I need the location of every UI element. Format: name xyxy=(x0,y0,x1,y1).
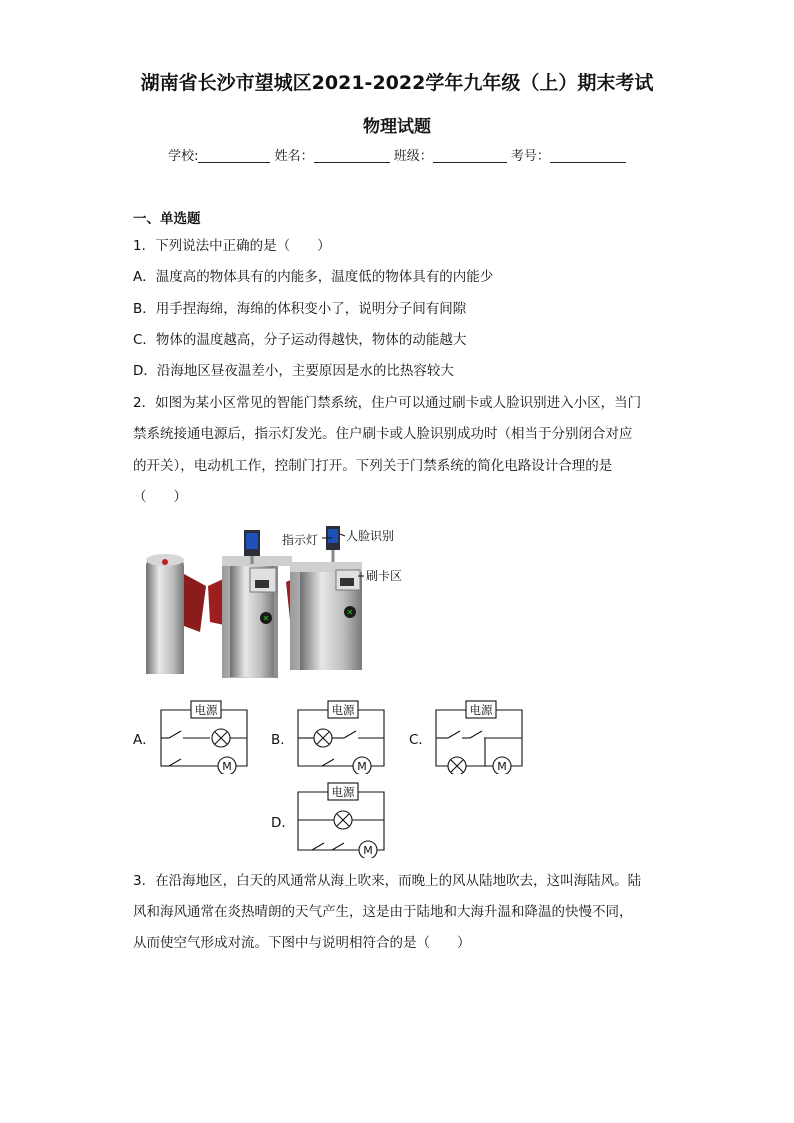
q1-option-b: B．用手捏海绵，海绵的体积变小了，说明分子间有间隙 xyxy=(133,301,467,317)
circuit-a-label: A． xyxy=(133,732,156,748)
q3-stem-line-2: 风和海风通常在炎热晴朗的天气产生，这是由于陆地和大海升温和降温的快慢不同， xyxy=(133,904,633,920)
class-blank xyxy=(433,148,507,163)
circuit-d-label: D． xyxy=(271,815,295,831)
turnstile-right-unit xyxy=(286,526,362,670)
turnstile-figure xyxy=(140,522,430,678)
q2-stem-line-4: （ ） xyxy=(133,489,187,505)
q1-stem: 1．下列说法中正确的是（ ） xyxy=(133,238,331,254)
svg-text:M: M xyxy=(497,760,507,773)
svg-text:M: M xyxy=(357,760,367,773)
q2-stem-line-1: 2．如图为某小区常见的智能门禁系统，住户可以通过刷卡或人脸识别进入小区，当门 xyxy=(133,395,642,411)
q3-stem-line-1: 3．在沿海地区，白天的风通常从海上吹来，而晚上的风从陆地吹去，这叫海陆风。陆 xyxy=(133,873,642,889)
svg-text:M: M xyxy=(222,760,232,773)
circuit-a xyxy=(155,696,255,774)
number-blank xyxy=(550,148,626,163)
label-face-recognition: 人脸识别 xyxy=(346,529,395,543)
q1-option-d: D．沿海地区昼夜温差小，主要原因是水的比热容较大 xyxy=(133,363,454,379)
switch xyxy=(169,759,181,766)
switch xyxy=(169,731,181,738)
exam-subtitle: 物理试题 xyxy=(363,117,431,137)
circuit-b-label: B． xyxy=(271,732,294,748)
label-card-area: 刷卡区 xyxy=(366,569,403,583)
exam-title: 湖南省长沙市望城区2021-2022学年九年级（上）期末考试 xyxy=(140,72,654,94)
turnstile-left-post xyxy=(146,554,206,674)
svg-text:电源: 电源 xyxy=(331,785,355,799)
svg-text:✕: ✕ xyxy=(262,614,270,623)
turnstile-middle-unit xyxy=(208,530,292,678)
circuit-c xyxy=(430,696,530,774)
q1-option-c: C．物体的温度越高，分子运动得越快，物体的动能越大 xyxy=(133,332,467,348)
student-info-row xyxy=(0,145,794,164)
number-label: 考号： xyxy=(510,149,550,164)
school-label: 学校: xyxy=(168,149,199,164)
q1-option-a: A．温度高的物体具有的内能多，温度低的物体具有的内能少 xyxy=(133,269,494,285)
circuit-b xyxy=(292,696,392,774)
label-indicator: 指示灯 xyxy=(282,533,319,547)
svg-text:电源: 电源 xyxy=(331,703,355,717)
circuit-d xyxy=(292,780,392,858)
svg-text:M: M xyxy=(363,844,373,857)
svg-text:✕: ✕ xyxy=(346,608,354,617)
power-label: 电源 xyxy=(194,703,218,717)
q3-stem-line-3: 从而使空气形成对流。下图中与说明相符合的是（ ） xyxy=(133,935,471,951)
q2-stem-line-2: 禁系统接通电源后，指示灯发光。住户刷卡或人脸识别成功时（相当于分别闭合对应 xyxy=(133,426,633,442)
section-heading: 一、单选题 xyxy=(133,211,201,227)
svg-text:电源: 电源 xyxy=(469,703,493,717)
school-blank xyxy=(198,148,270,163)
name-label: 姓名： xyxy=(274,149,314,164)
class-label: 班级： xyxy=(393,149,433,164)
circuit-c-label: C． xyxy=(409,732,432,748)
name-blank xyxy=(314,148,390,163)
q2-stem-line-3: 的开关），电动机工作，控制门打开。下列关于门禁系统的简化电路设计合理的是 xyxy=(133,458,613,474)
